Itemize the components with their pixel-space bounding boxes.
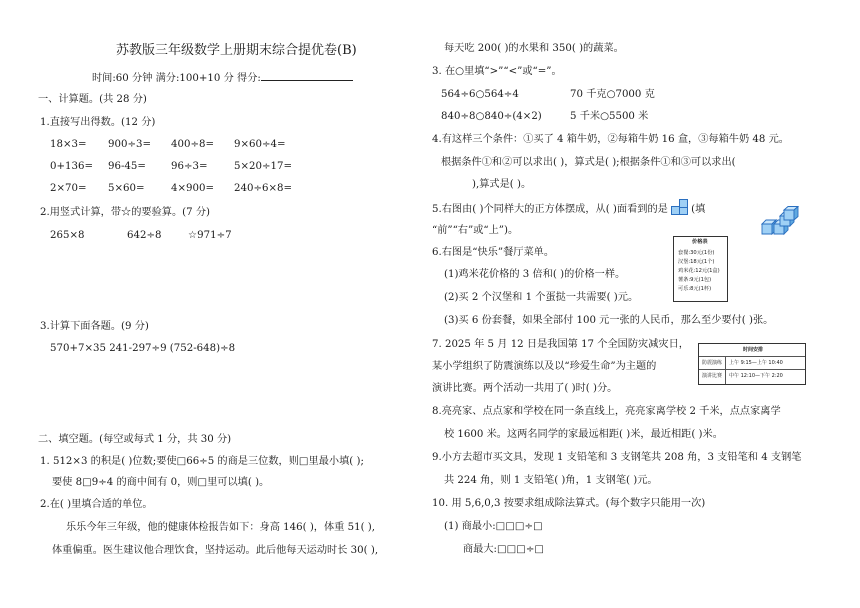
menu-item: 套餐:30元(1份) <box>678 250 715 256</box>
r-q6-2: (2)买 2 个汉堡和 1 个蛋挞一共需要( )元。 <box>444 292 639 303</box>
r-q4-line-c: ),算式是( )。 <box>472 179 532 190</box>
r-q6-1: (1)鸡米花价格的 3 倍和( )的价格一样。 <box>444 269 626 280</box>
q1-cell: 2×70= <box>50 183 87 194</box>
menu-price-table <box>673 236 728 302</box>
r-q7-line-b: 某小学组织了防震演练以及以“珍爱生命”为主题的 <box>432 361 657 372</box>
schedule-row-name: 防震演练 <box>702 360 723 366</box>
menu-item: 可乐:8元(1杯) <box>678 286 712 292</box>
r-q6-title: 6.右图是“快乐”餐厅菜单。 <box>432 247 555 258</box>
q3-title: 3.计算下面各题。(9 分) <box>40 321 149 332</box>
exam-meta-text: 时间:60 分钟 满分:100+10 分 得分: <box>92 73 261 84</box>
menu-item: 薯条:9元(1包) <box>678 277 712 283</box>
q1-cell: 18×3= <box>50 139 87 150</box>
q1-cell: 5×20÷17= <box>234 161 293 172</box>
q1-title: 1.直接写出得数。(12 分) <box>40 117 156 128</box>
fill2-paragraph-1: 乐乐今年三年级，他的健康体检报告如下：身高 146( )，体重 51( ), <box>66 522 375 533</box>
r-q3-cell: 70 千克○7000 克 <box>570 89 655 100</box>
r-q4-line-a: 4.有这样三个条件：①买了 4 箱牛奶，②每箱牛奶 16 盒，③每箱牛奶 48 元。 <box>432 134 789 145</box>
q1-cell: 96÷3= <box>171 161 208 172</box>
r-q5-line-b: “前”“右”或“上”)。 <box>432 225 519 236</box>
fill1-line-b: 要使 8□9÷4 的商中间有 0，则□里可以填( )。 <box>52 477 270 488</box>
fill1-line-a: 1. 512×3 的积是( )位数;要使□66÷5 的商是三位数，则□里最小填( ); <box>40 456 364 467</box>
menu-item: 汉堡:18元(1个) <box>678 259 715 265</box>
r-q3-cell: 840÷8○840÷(4×2) <box>441 111 542 122</box>
r-q9-line-b: 共 224 角，则 1 支铅笔( )角，1 支钢笔( )元。 <box>444 475 658 486</box>
r-q9-line-a: 9.小方去超市买文具，发现 1 支铅笔和 3 支钢笔共 208 角，3 支铅笔和 4 支钢笔 <box>432 452 802 463</box>
section-1-heading: 一、计算题。(共 28 分) <box>38 94 147 105</box>
r-fill2-continued: 每天吃 200( )的水果和 350( )的蔬菜。 <box>444 43 624 54</box>
q2-item: 265×8 <box>50 230 85 241</box>
q1-cell: 9×60÷4= <box>234 139 286 150</box>
q1-cell: 4×900= <box>171 183 214 194</box>
r-q7-line-c: 演讲比赛。两个活动一共用了( )时( )分。 <box>432 383 618 394</box>
fill2-paragraph-2: 体重偏重。医生建议他合理饮食，坚持运动。此后他每天运动时长 30( ), <box>52 545 379 556</box>
r-q5-text-tail: (填 <box>691 204 706 215</box>
q2-item: ☆971÷7 <box>188 230 232 241</box>
schedule-row-time: 上午 9:15—上午 10:40 <box>729 360 783 366</box>
q1-cell: 400÷8= <box>171 139 214 150</box>
page-title: 苏教版三年级数学上册期末综合提优卷(B) <box>116 43 357 58</box>
r-q10-title: 10. 用 5,6,0,3 按要求组成除法算式。(每个数字只能用一次) <box>432 498 706 509</box>
r-q8-line-a: 8.亮亮家、点点家和学校在同一条直线上，亮亮家离学校 2 千米，点点家离学 <box>432 406 781 417</box>
cube-stack-figure <box>760 206 806 242</box>
r-q3-cell: 564÷6○564÷4 <box>441 89 519 100</box>
q1-cell: 240÷6×8= <box>234 183 293 194</box>
r-q8-line-b: 校 1600 米。这两名同学的家最远相距( )米，最近相距( )米。 <box>444 429 723 440</box>
r-q3-cell: 5 千米○5500 米 <box>570 111 649 122</box>
q1-cell: 5×60= <box>108 183 145 194</box>
q1-cell: 0+136= <box>50 161 93 172</box>
fill2-title: 2.在( )里填合适的单位。 <box>40 499 153 510</box>
q1-cell: 900÷3= <box>108 139 151 150</box>
section-2-heading: 二、填空题。(每空或每式 1 分，共 30 分) <box>38 434 232 445</box>
q1-cell: 96-45= <box>108 161 146 172</box>
exam-meta <box>92 70 353 85</box>
schedule-header: 时间安排 <box>743 347 764 353</box>
score-blank[interactable] <box>261 70 353 81</box>
r-q3-title: 3. 在○里填“>”“<”或“=”。 <box>432 66 562 77</box>
r-q10-1: (1) 商最小:□□□÷□ <box>444 521 543 532</box>
q3-items: 570+7×35 241-297÷9 (752-648)÷8 <box>50 343 236 354</box>
schedule-row-name: 演讲比赛 <box>702 373 723 379</box>
menu-item: 鸡米花:12元(1盒) <box>678 268 720 274</box>
r-q7-line-a: 7. 2025 年 5 月 12 日是我国第 17 个全国防灾减灾日， <box>432 339 689 350</box>
r-q10-2: 商最大:□□□÷□ <box>463 544 545 555</box>
r-q5-line-a <box>432 201 705 216</box>
r-q5-text: 5.右图由( )个同样大的正方体摆成，从( )面看到的是 <box>432 204 668 215</box>
schedule-row-time: 中午 12:10—下午 2:20 <box>729 373 783 379</box>
r-q6-3: (3)买 6 份套餐，如果全部付 100 元一张的人民币，那么至少要付( )张。 <box>444 315 774 326</box>
schedule-table <box>698 343 806 385</box>
r-q4-line-b: 根据条件①和②可以求出( )，算式是( );根据条件①和③可以求出( <box>441 157 736 168</box>
menu-header: 价格表 <box>692 239 708 245</box>
front-view-icon <box>671 201 691 214</box>
q2-item: 642÷8 <box>127 230 162 241</box>
q2-title: 2.用竖式计算，带☆的要验算。(7 分) <box>40 207 211 218</box>
